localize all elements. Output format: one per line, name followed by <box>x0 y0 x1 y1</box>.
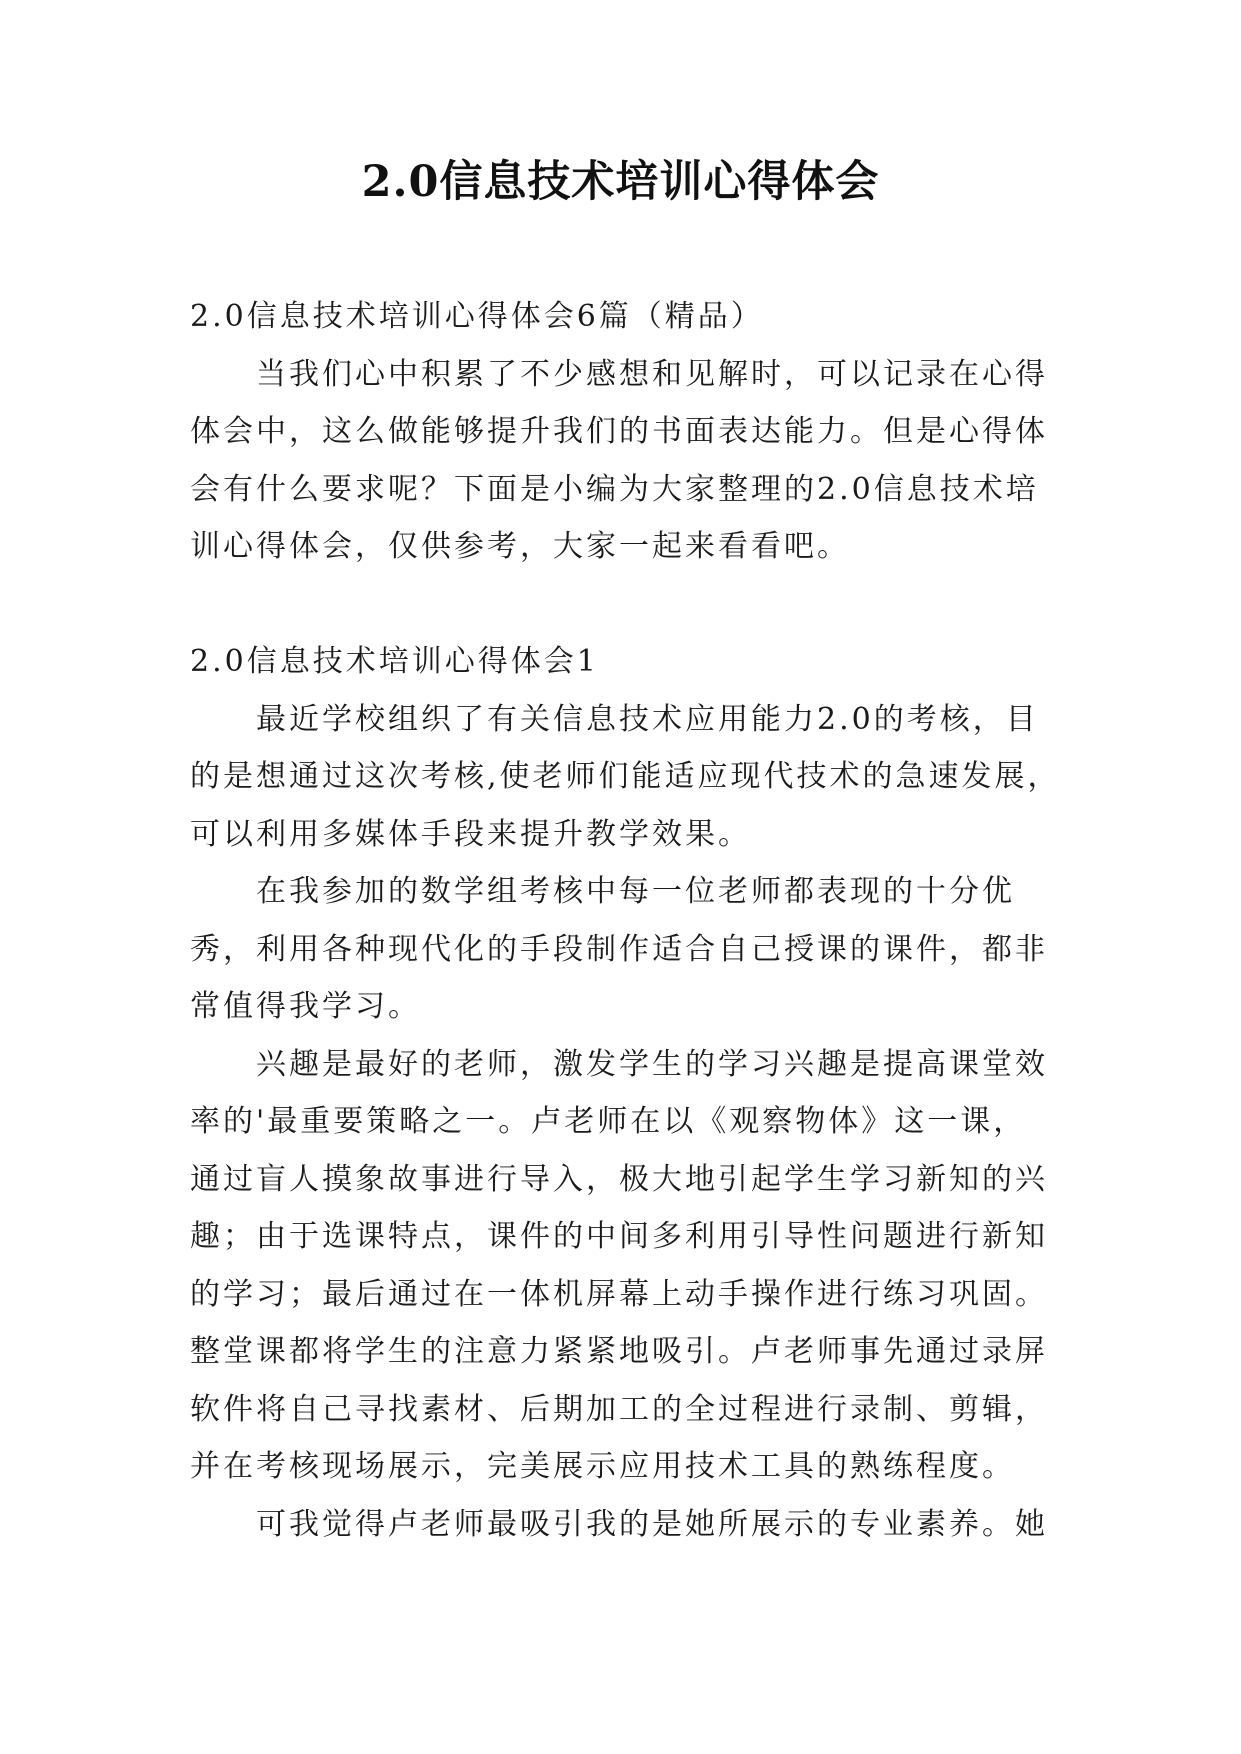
paragraph-line: 体会中，这么做能够提升我们的书面表达能力。但是心得体 <box>190 414 1048 449</box>
paragraph-line: 可我觉得卢老师最吸引我的是她所展示的专业素养。她 <box>256 1506 1048 1542</box>
paragraph-line: 趣；由于选课特点，课件的中间多利用引导性问题进行新知 <box>190 1219 1048 1254</box>
paragraph-3 <box>190 1036 1066 1496</box>
paragraph-line: 兴趣是最好的老师，激发学生的学习兴趣是提高课堂效 <box>256 1046 1048 1082</box>
blank-line <box>190 576 1066 634</box>
intro-paragraph <box>190 346 1066 576</box>
paragraph-1 <box>190 691 1066 864</box>
paragraph-line: 训心得体会，仅供参考，大家一起来看看吧。 <box>190 529 850 564</box>
document-body <box>190 288 1066 1553</box>
document-title: 2.0信息技术培训心得体会 <box>361 157 880 207</box>
paragraph-line: 当我们心中积累了不少感想和见解时，可以记录在心得 <box>256 356 1048 392</box>
paragraph-line: 在我参加的数学组考核中每一位老师都表现的十分优 <box>256 874 1015 909</box>
paragraph-line: 可以利用多媒体手段来提升教学效果。 <box>190 816 751 852</box>
paragraph-line: 软件将自己寻找素材、后期加工的全过程进行录制、剪辑， <box>190 1391 1048 1427</box>
section-heading: 2.0信息技术培训心得体会1 <box>190 644 599 679</box>
paragraph-line: 整堂课都将学生的注意力紧紧地吸引。卢老师事先通过录屏 <box>190 1334 1048 1369</box>
paragraph-line: 的学习；最后通过在一体机屏幕上动手操作进行练习巩固。 <box>190 1276 1048 1312</box>
paragraph-line: 率的'最重要策略之一。卢老师在以《观察物体》这一课， <box>190 1104 1027 1139</box>
paragraph-line: 并在考核现场展示，完美展示应用技术工具的熟练程度。 <box>190 1449 1015 1484</box>
paragraph-line: 秀，利用各种现代化的手段制作适合自己授课的课件，都非 <box>190 931 1048 967</box>
paragraph-line: 最近学校组织了有关信息技术应用能力2.0的考核，目 <box>256 701 1039 737</box>
paragraph-2 <box>190 863 1066 1036</box>
paragraph-line: 通过盲人摸象故事进行导入，极大地引起学生学习新知的兴 <box>190 1161 1048 1197</box>
paragraph-4 <box>190 1496 1066 1554</box>
paragraph-line: 会有什么要求呢？下面是小编为大家整理的2.0信息技术培 <box>190 471 1039 507</box>
paragraph-line: 常值得我学习。 <box>190 989 421 1024</box>
paragraph-line: 的是想通过这次考核,使老师们能适应现代技术的急速发展， <box>190 759 1061 794</box>
document-subtitle: 2.0信息技术培训心得体会6篇（精品） <box>190 299 764 334</box>
